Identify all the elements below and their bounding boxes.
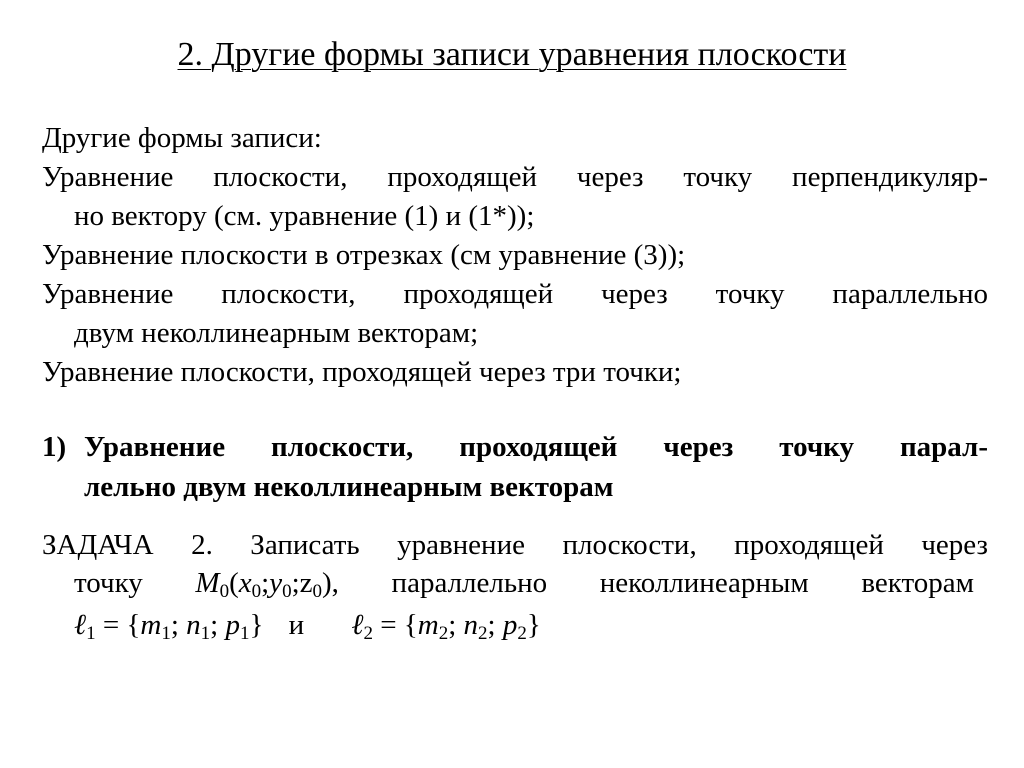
point-m0: $M_0(x_0;y_0;z_0)$, xyxy=(195,567,339,602)
task-statement xyxy=(42,526,988,602)
task-line2 xyxy=(42,564,974,602)
vectors-formula xyxy=(74,606,541,644)
section-heading-line1 xyxy=(42,427,988,467)
page-title-text: 2. Другие формы записи уравнения плоскости xyxy=(177,36,847,73)
list-item-continuation: но вектору (см. уравнение (1) и (1*)); xyxy=(74,200,535,232)
task-line2-suffix: параллельно неколлинеарным векторам xyxy=(391,567,974,599)
list-item xyxy=(42,275,988,353)
list-item xyxy=(42,353,988,392)
list-item-line: Уравнение плоскости, проходящей через точку перпендикуляр- xyxy=(42,161,988,193)
vector-l2: ℓ$_2$ = {$m_2$; $n_2$; $p_2$} xyxy=(351,609,541,644)
section-heading-text1: Уравнение плоскости, проходящей через точку парал- xyxy=(84,431,988,463)
task-point-label: точку xyxy=(74,567,143,599)
section-heading xyxy=(42,427,988,507)
list-item-line: Уравнение плоскости, проходящей через три точки; xyxy=(42,356,682,388)
vector-l1: ℓ$_1$ = {$m_1$; $n_1$; $p_1$} xyxy=(74,609,264,644)
list-item-continuation: двум неколлинеарным векторам; xyxy=(74,317,479,349)
list-item-line: Уравнение плоскости в отрезках (см уравнение (3)); xyxy=(42,239,686,271)
list-item-line: Уравнение плоскости, проходящей через точку параллельно xyxy=(42,278,988,310)
section-number: 1) xyxy=(42,431,67,463)
conjunction: и xyxy=(288,609,305,641)
list-item xyxy=(42,158,988,236)
intro-heading: Другие формы записи: xyxy=(42,122,322,154)
section-heading-line2: лельно двум неколлинеарным векторам xyxy=(84,471,614,503)
list-item xyxy=(42,236,988,275)
page-title xyxy=(0,36,1024,74)
task-line1: ЗАДАЧА 2. Записать уравнение плоскости, проходящей через xyxy=(42,529,988,561)
forms-list xyxy=(42,119,988,392)
